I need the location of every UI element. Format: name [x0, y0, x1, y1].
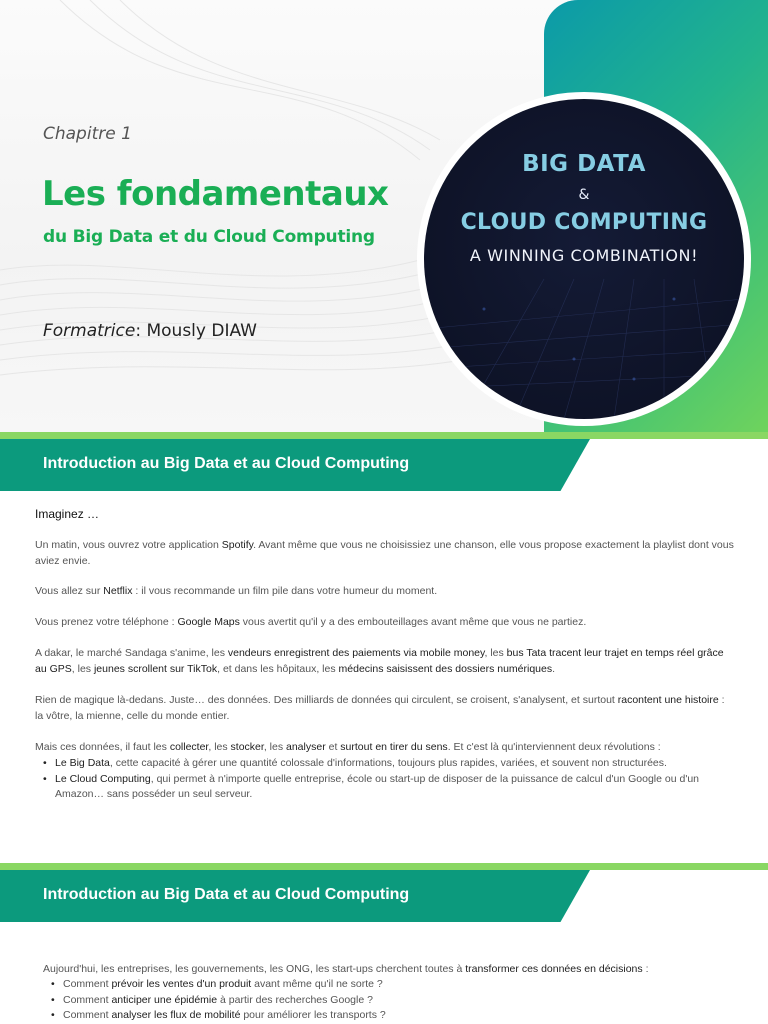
- body-text: .: [552, 662, 556, 675]
- list-item: [35, 756, 735, 772]
- body-text: Rien de magique là-dedans. Juste… des données. Des milliards de données qui circulent, se croisent, s'analysent, et surtout: [35, 694, 618, 706]
- image-text-ampersand: &: [578, 187, 590, 203]
- paragraph: [35, 538, 735, 569]
- body-text: pour améliorer les transports ?: [240, 1009, 386, 1021]
- body-text: Vous prenez votre téléphone :: [35, 616, 178, 628]
- highlighted-text: anticiper une épidémie: [111, 993, 218, 1006]
- list-item: [43, 993, 733, 1009]
- bullet-list: [43, 977, 733, 1024]
- body-text: , qui permet à n'importe quelle entreprise, école ou start-up de disposer de la puissance de calcul d'un Google ou d'un Amazon… sans posséder un seul serveur.: [55, 772, 700, 800]
- paragraph: [35, 693, 735, 724]
- body-text: , cette capacité à gérer une quantité colossale d'informations, toujours plus rapides, variées, et souvent non structurées.: [109, 757, 667, 769]
- body-text: à partir des recherches Google ?: [217, 993, 373, 1006]
- page-subtitle: du Big Data et du Cloud Computing: [43, 227, 375, 247]
- highlighted-text: prévoir les ventes d'un produit: [111, 978, 252, 990]
- bullet-list: [35, 756, 735, 803]
- body-text: , les: [484, 647, 507, 659]
- highlighted-text: bus Tata tracent leur trajet en temps réel grâce au GPS: [35, 647, 724, 675]
- list-item: [43, 1008, 733, 1024]
- highlighted-text: Le Cloud Computing: [55, 772, 151, 785]
- highlighted-text: Netflix: [103, 585, 133, 597]
- paragraph: [35, 646, 735, 677]
- list-item: [43, 977, 733, 993]
- paragraph: [35, 740, 735, 756]
- highlighted-text: racontent une histoire: [617, 694, 719, 706]
- highlighted-text: analyser: [286, 741, 326, 753]
- paragraph: [43, 962, 733, 978]
- highlighted-text: vendeurs enregistrent des paiements via mobile money: [227, 647, 485, 659]
- section-divider-strip: [0, 863, 768, 870]
- body-text: Comment: [63, 978, 112, 990]
- highlighted-text: Google Maps: [177, 616, 240, 628]
- trainer-name: Mously DIAW: [146, 321, 257, 341]
- highlighted-text: analyser les flux de mobilité: [111, 1009, 241, 1021]
- highlighted-text: surtout en tirer du sens: [340, 741, 448, 753]
- body-text: . Avant même que vous ne choisissiez une chanson, elle vous propose exactement la playlist dont vous aviez envie.: [35, 539, 734, 567]
- highlighted-text: stocker: [230, 741, 264, 753]
- body-text: Comment: [63, 993, 112, 1006]
- highlighted-text: médecins saisissent des dossiers numériques: [338, 662, 553, 675]
- body-text: Vous allez sur: [35, 585, 104, 597]
- body-text: , les: [208, 741, 231, 753]
- body-text: . Et c'est là qu'interviennent deux révolutions :: [447, 741, 661, 753]
- body-text: :: [642, 963, 649, 975]
- highlighted-text: transformer ces données en décisions: [465, 963, 643, 975]
- body-text: Mais ces données, il faut les: [35, 741, 170, 753]
- section-divider-strip: [0, 432, 768, 439]
- page-title: Les fondamentaux: [42, 174, 389, 214]
- body-text: Comment: [63, 1009, 112, 1021]
- body-text: avant même qu'il ne sorte ?: [251, 978, 383, 990]
- image-text-big-data: BIG DATA: [522, 151, 646, 177]
- body-text: vous avertit qu'il y a des embouteillages avant même que vous ne partiez.: [239, 616, 587, 628]
- body-text: , et dans les hôpitaux, les: [217, 662, 339, 675]
- list-item: [35, 772, 735, 803]
- body-text: Aujourd'hui, les entreprises, les gouvernements, les ONG, les start-ups cherchent toutes à: [43, 963, 466, 975]
- body-text: , les: [71, 662, 94, 675]
- highlighted-text: collecter: [169, 741, 209, 753]
- intro-lead: Imaginez …: [35, 507, 100, 521]
- section-title: Introduction au Big Data et au Cloud Computing: [43, 886, 410, 903]
- body-text: et: [325, 741, 341, 753]
- section-title: Introduction au Big Data et au Cloud Computing: [43, 455, 410, 472]
- paragraph: [35, 615, 735, 631]
- image-text-tagline: A WINNING COMBINATION!: [469, 246, 699, 265]
- body-text: : il vous recommande un film pile dans votre humeur du moment.: [132, 585, 438, 597]
- trainer-role: Formatrice: [43, 321, 136, 341]
- body-text: Un matin, vous ouvrez votre application: [35, 539, 222, 551]
- body-text: : la vôtre, la mienne, celle du monde entier.: [35, 694, 725, 722]
- image-text-cloud-computing: CLOUD COMPUTING: [460, 210, 708, 235]
- chapter-label: Chapitre 1: [43, 124, 132, 144]
- trainer-separator: :: [135, 321, 147, 341]
- trainer-line: [43, 321, 257, 341]
- title-hero: [0, 0, 768, 432]
- body-text: , les: [263, 741, 286, 753]
- cover-image: [424, 99, 744, 419]
- highlighted-text: Le Big Data: [55, 757, 110, 769]
- highlighted-text: jeunes scrollent sur TikTok: [93, 662, 218, 675]
- body-text: A dakar, le marché Sandaga s'anime, les: [35, 647, 228, 659]
- highlighted-text: Spotify: [221, 539, 254, 551]
- paragraph: [35, 584, 735, 600]
